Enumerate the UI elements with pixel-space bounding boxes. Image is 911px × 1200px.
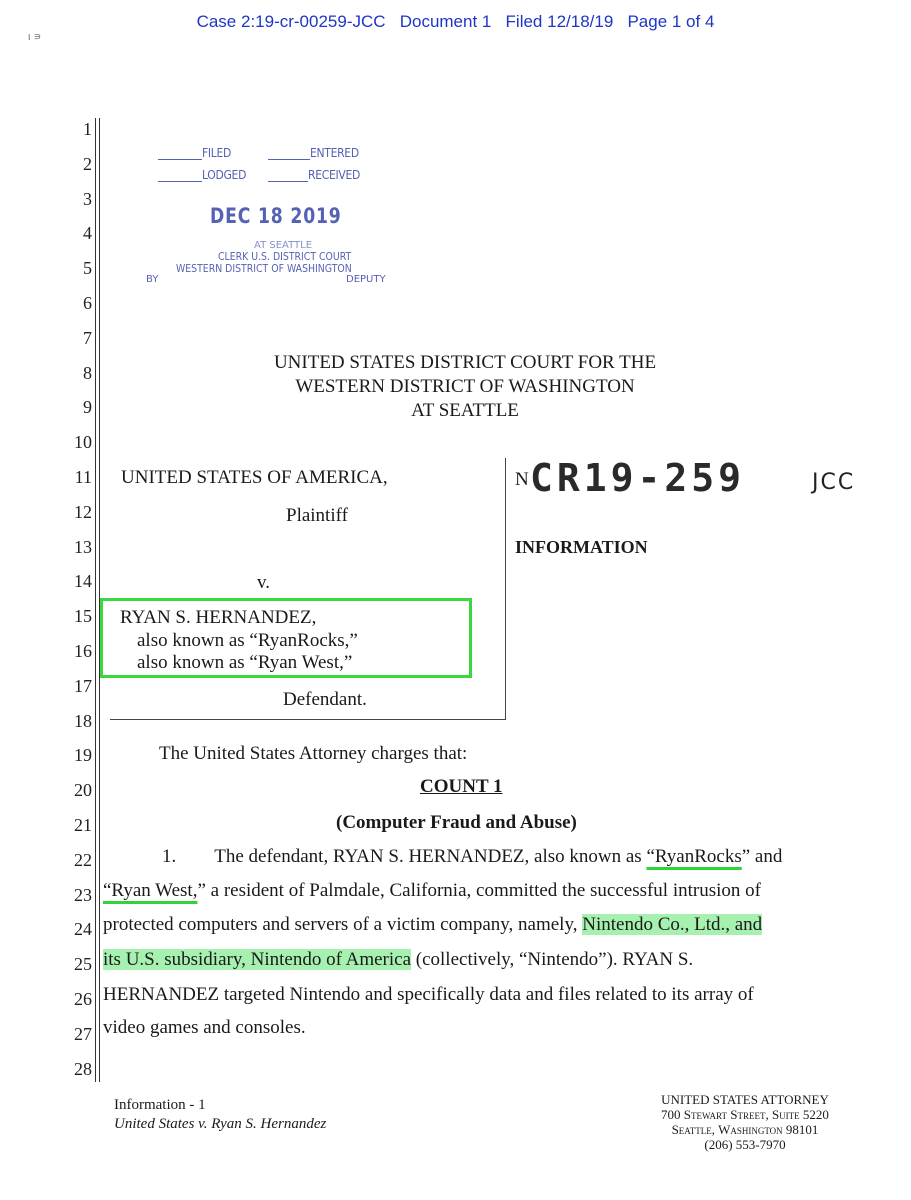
line-number: 20 (74, 780, 92, 801)
paragraph-number: 1. (162, 846, 177, 867)
paragraph-1-line-27: video games and consoles. (103, 1017, 306, 1038)
footer-case-title: United States v. Ryan S. Hernandez (114, 1116, 327, 1132)
line-number: 18 (74, 710, 92, 731)
stamp-by: BY (146, 274, 159, 285)
ecf-header-stamp: Case 2:19-cr-00259-JCC Document 1 Filed 12/18/19 Page 1 of 4 (196, 12, 715, 31)
caption-divider-horizontal (110, 719, 506, 720)
line-number: 24 (74, 919, 92, 940)
margin-rule-outer (95, 118, 96, 1082)
line-number: 12 (74, 501, 92, 522)
count-subtitle: (Computer Fraud and Abuse) (336, 812, 577, 833)
footer-doc-label: Information - 1 (114, 1097, 206, 1113)
line-number: 15 (74, 606, 92, 627)
charging-intro: The United States Attorney charges that: (159, 743, 468, 764)
footer-city: Seattle, Washington 98101 (671, 1122, 819, 1137)
line-number: 11 (74, 467, 92, 487)
stamp-filed: FILED (202, 146, 232, 160)
versus: v. (257, 572, 271, 593)
line-number: 4 (83, 223, 92, 244)
line-number: 23 (74, 884, 92, 905)
court-heading (220, 351, 710, 423)
line-number: 2 (83, 153, 92, 174)
line-number: 7 (83, 327, 92, 348)
footer-right (610, 1092, 880, 1152)
plaintiff-label: Plaintiff (286, 505, 348, 526)
stamp-received: RECEIVED (308, 168, 360, 182)
defendant-label: Defendant. (283, 689, 367, 710)
stamp-deputy: DEPUTY (346, 274, 386, 285)
plaintiff-name: UNITED STATES OF AMERICA, (121, 467, 388, 488)
stamp-lodged: LODGED (202, 168, 247, 182)
paragraph-1-line-23: “Ryan West,” a resident of Palmdale, California, committed the successful intrusion of (103, 880, 761, 901)
footer-left (114, 1096, 326, 1134)
line-number: 9 (83, 397, 92, 418)
document-title: INFORMATION (515, 537, 648, 557)
paragraph-1-line-22: 1. The defendant, RYAN S. HERNANDEZ, also known as “RyanRocks” and (162, 846, 783, 867)
footer-office: UNITED STATES ATTORNEY (661, 1092, 829, 1107)
alias-ryan-west: “Ryan West, (103, 880, 198, 901)
line-number: 28 (74, 1058, 92, 1079)
footer-street: 700 Stewart Street, Suite 5220 (661, 1107, 829, 1122)
defendant-name: RYAN S. HERNANDEZ, (120, 607, 317, 628)
line-number: 10 (74, 432, 92, 453)
line-number: 5 (83, 258, 92, 279)
judge-initials: JCC (812, 470, 856, 495)
defendant-aka-1: also known as “RyanRocks,” (137, 630, 358, 651)
paragraph-1-line-26: HERNANDEZ targeted Nintendo and specifically data and files related to its array of (103, 984, 754, 1005)
line-number: 8 (83, 362, 92, 383)
court-line-2: WESTERN DISTRICT OF WASHINGTON (295, 376, 635, 397)
case-number-stamp: CR19-259 (530, 456, 746, 500)
line-number: 3 (83, 188, 92, 209)
line-number: 27 (74, 1023, 92, 1044)
line-number: 26 (74, 989, 92, 1009)
paragraph-1-line-24: protected computers and servers of a victim company, namely, Nintendo Co., Ltd., and (103, 914, 763, 935)
case-no-prefix: N (515, 469, 529, 490)
stamp-district: WESTERN DISTRICT OF WASHINGTON (176, 262, 352, 275)
line-number: 19 (74, 745, 92, 766)
line-number: 17 (74, 675, 92, 696)
stamp-entered: ENTERED (310, 146, 359, 160)
alias-ryanrocks: “RyanRocks (646, 846, 742, 867)
line-number: 13 (74, 536, 92, 557)
footer-phone: (206) 553-7970 (704, 1137, 786, 1152)
line-number: 14 (74, 571, 92, 592)
line-number: 16 (74, 641, 92, 661)
court-line-3: AT SEATTLE (411, 400, 519, 421)
stamp-clerk: CLERK U.S. DISTRICT COURT (218, 250, 352, 263)
line-number: 25 (74, 954, 92, 975)
stamp-date: DEC 18 2019 (210, 204, 342, 228)
line-number: 21 (74, 815, 92, 835)
scan-specks: ι ∍ (28, 31, 42, 43)
highlight-nintendo-of-america: its U.S. subsidiary, Nintendo of America (103, 949, 412, 970)
paragraph-1-line-25: its U.S. subsidiary, Nintendo of America (collectively, “Nintendo”). RYAN S. (103, 949, 694, 970)
highlight-nintendo-co: Nintendo Co., Ltd., and (582, 914, 763, 935)
line-number: 22 (74, 849, 92, 870)
stamp-at: AT SEATTLE (254, 240, 313, 251)
highlight-box-defendant (100, 598, 472, 678)
caption-divider-vertical (505, 458, 506, 720)
line-number: 6 (83, 293, 92, 313)
defendant-aka-2: also known as “Ryan West,” (137, 652, 353, 673)
line-number: 1 (83, 119, 92, 139)
court-line-1: UNITED STATES DISTRICT COURT FOR THE (273, 352, 657, 373)
count-heading: COUNT 1 (420, 776, 503, 797)
